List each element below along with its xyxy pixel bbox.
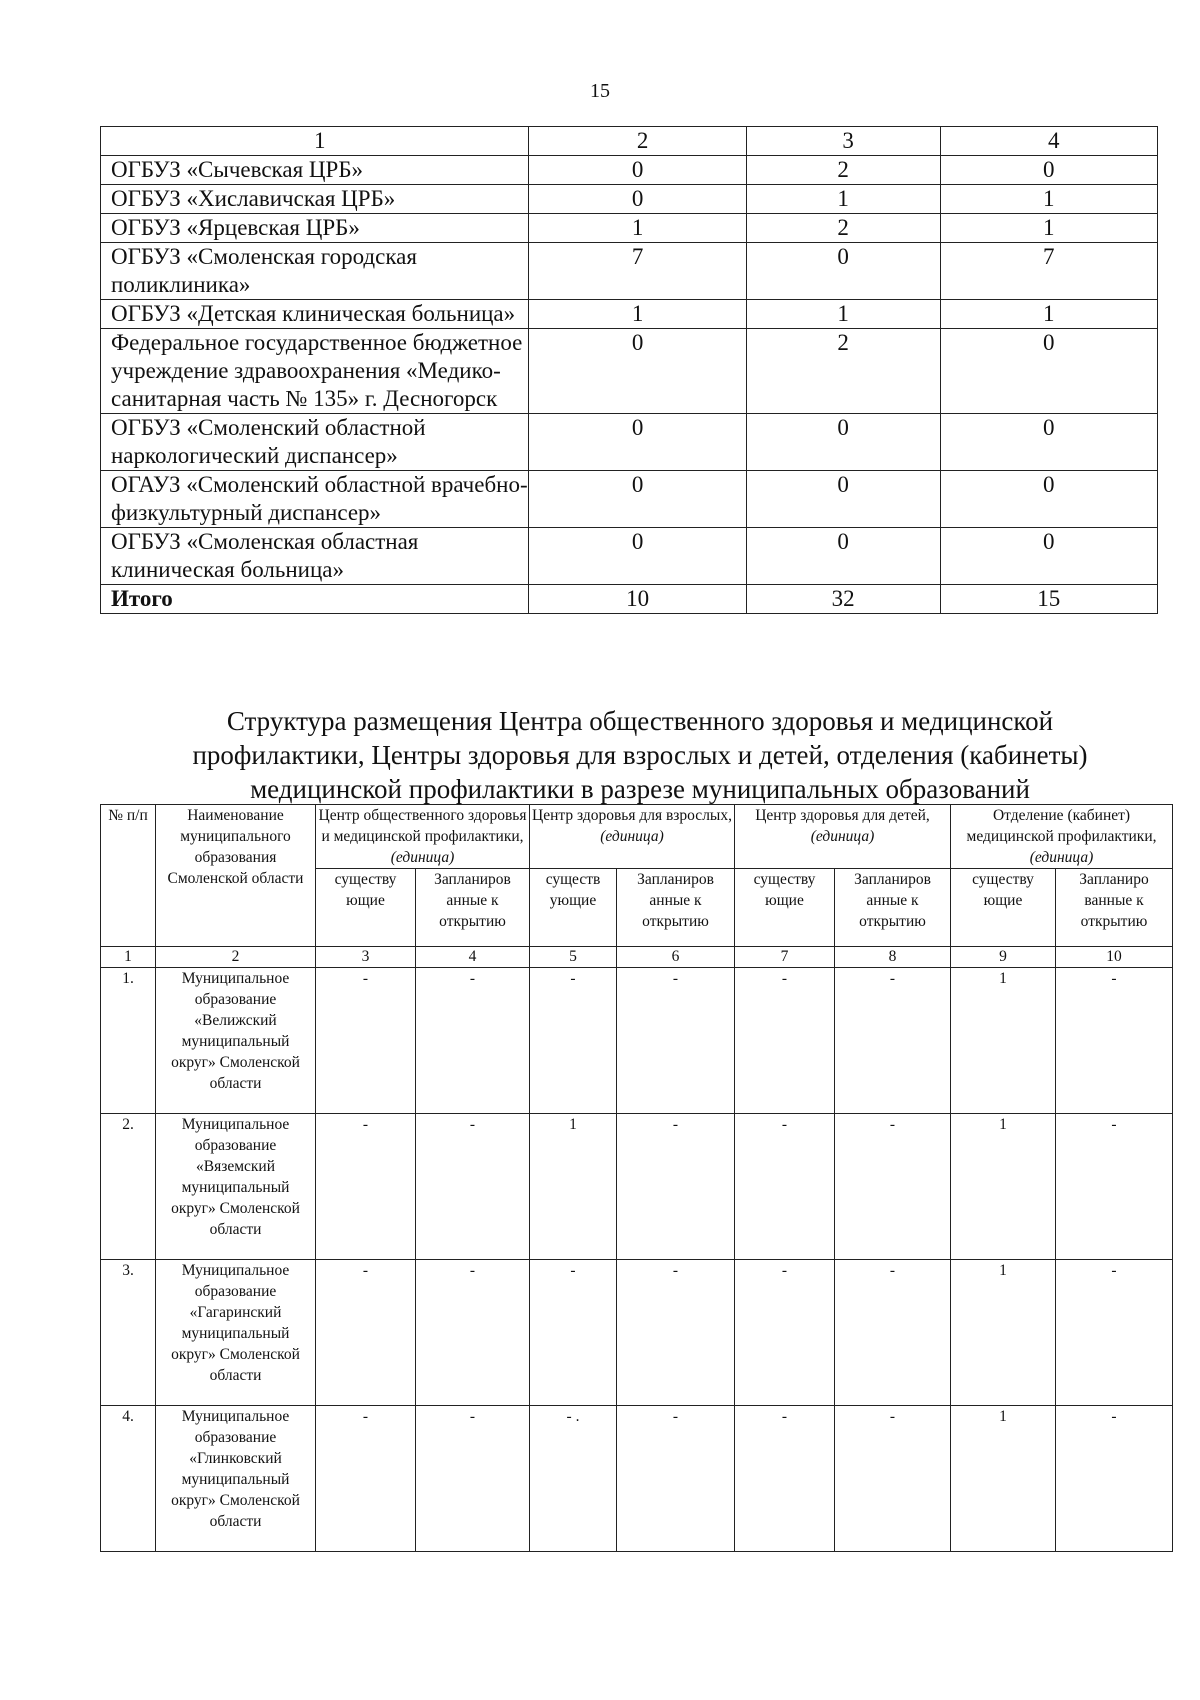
facility-name: Федеральное государственное бюджетное учреждение здравоохранения «Медико-санитарная часть № 135» г. Десногорск — [101, 329, 529, 414]
table-cell: 0 — [746, 243, 940, 300]
table-cell: - — [1056, 1260, 1173, 1406]
column-index: 4 — [416, 947, 530, 968]
page-number: 15 — [590, 80, 610, 102]
header-name: Наименование муниципального образования Смоленской области — [156, 805, 316, 947]
table-cell: - — [416, 968, 530, 1114]
column-index: 9 — [951, 947, 1056, 968]
table-cell: 1 — [529, 300, 746, 329]
table-cell: 1 — [940, 214, 1157, 243]
table-cell: - — [316, 1406, 416, 1552]
table-cell: 1 — [951, 968, 1056, 1114]
table-cell: 7 — [940, 243, 1157, 300]
table-cell: 7 — [529, 243, 746, 300]
table-cell: 1 — [529, 214, 746, 243]
table-cell: 1 — [951, 1260, 1056, 1406]
subheader-existing: существу ющие — [735, 869, 835, 947]
subheader-planned: Запланиров анные к открытию — [617, 869, 735, 947]
table-cell: - — [617, 1260, 735, 1406]
column-index: 8 — [835, 947, 951, 968]
table-cell: - — [835, 1406, 951, 1552]
header-center-public-health — [316, 805, 530, 869]
column-header: 3 — [746, 127, 940, 156]
table-cell: 0 — [940, 528, 1157, 585]
table-row — [101, 300, 1158, 329]
facility-name: ОГБУЗ «Смоленский областной наркологический диспансер» — [101, 414, 529, 471]
header-department — [951, 805, 1173, 869]
column-index: 3 — [316, 947, 416, 968]
table-cell: - — [835, 1260, 951, 1406]
header-text: Центр общественного здоровья и медицинской профилактики, — [318, 807, 527, 845]
table-row — [101, 471, 1158, 528]
header-text: Центр здоровья для детей, — [755, 807, 930, 824]
table-cell: 0 — [746, 471, 940, 528]
table-cell: - . — [530, 1406, 617, 1552]
column-index: 2 — [156, 947, 316, 968]
table-cell: - — [530, 968, 617, 1114]
table-cell: 0 — [746, 414, 940, 471]
table-cell: 1 — [940, 185, 1157, 214]
header-text: Отделение (кабинет) медицинской профилактики, — [966, 807, 1157, 845]
header-unit: (единица) — [600, 828, 664, 845]
table-row — [101, 414, 1158, 471]
structure-header-row — [101, 805, 1173, 869]
table-row — [101, 1260, 1173, 1406]
facility-name: ОГБУЗ «Детская клиническая больница» — [101, 300, 529, 329]
table-cell: - — [316, 1260, 416, 1406]
table-cell: - — [617, 1406, 735, 1552]
table-cell: 0 — [746, 528, 940, 585]
table-cell: - — [735, 1406, 835, 1552]
row-number: 1. — [101, 968, 156, 1114]
subheader-existing: существу ющие — [316, 869, 416, 947]
column-header: 4 — [940, 127, 1157, 156]
table-cell: - — [416, 1114, 530, 1260]
table-cell: 1 — [746, 185, 940, 214]
table-cell: 2 — [746, 156, 940, 185]
table-cell: 1 — [951, 1114, 1056, 1260]
table-cell: - — [1056, 1406, 1173, 1552]
column-index: 7 — [735, 947, 835, 968]
table-cell: 0 — [940, 156, 1157, 185]
table-row — [101, 156, 1158, 185]
table-row — [101, 243, 1158, 300]
table-cell: - — [835, 968, 951, 1114]
table-row — [101, 528, 1158, 585]
table-cell: - — [530, 1260, 617, 1406]
table-row — [101, 185, 1158, 214]
table-cell: 2 — [746, 329, 940, 414]
subheader-planned: Запланиро ванные к открытию — [1056, 869, 1173, 947]
table-cell: 1 — [940, 300, 1157, 329]
table-cell: - — [1056, 968, 1173, 1114]
facilities-table — [100, 126, 1158, 614]
facilities-header-row — [101, 127, 1158, 156]
table-row — [101, 1114, 1173, 1260]
header-unit: (единица) — [1029, 849, 1094, 866]
total-cell: 32 — [746, 585, 940, 614]
total-cell: 10 — [529, 585, 746, 614]
total-row — [101, 585, 1158, 614]
facility-name: ОГАУЗ «Смоленский областной врачебно-физкультурный диспансер» — [101, 471, 529, 528]
header-unit: (единица) — [390, 849, 455, 866]
table-cell: 0 — [940, 471, 1157, 528]
table-row — [101, 1406, 1173, 1552]
table-row — [101, 968, 1173, 1114]
table-cell: - — [416, 1406, 530, 1552]
header-child-center — [735, 805, 951, 869]
subheader-existing: существ ующие — [530, 869, 617, 947]
municipality-name: Муниципальное образование «Вяземский муниципальный округ» Смоленской области — [156, 1114, 316, 1260]
facility-name: ОГБУЗ «Смоленская городская поликлиника» — [101, 243, 529, 300]
column-header: 2 — [529, 127, 746, 156]
header-text: Центр здоровья для взрослых, — [532, 807, 732, 824]
row-number: 4. — [101, 1406, 156, 1552]
table-cell: 0 — [529, 471, 746, 528]
row-number: 3. — [101, 1260, 156, 1406]
facility-name: ОГБУЗ «Сычевская ЦРБ» — [101, 156, 529, 185]
table-cell: - — [617, 968, 735, 1114]
column-index-row — [101, 947, 1173, 968]
table-cell: 0 — [940, 414, 1157, 471]
subheader-planned: Запланиров анные к открытию — [835, 869, 951, 947]
table-cell: - — [316, 1114, 416, 1260]
subheader-existing: существу ющие — [951, 869, 1056, 947]
table-cell: 0 — [529, 528, 746, 585]
table-cell: - — [735, 1114, 835, 1260]
header-num: № п/п — [101, 805, 156, 947]
column-index: 5 — [530, 947, 617, 968]
facility-name: ОГБУЗ «Смоленская областная клиническая больница» — [101, 528, 529, 585]
table-cell: 0 — [529, 329, 746, 414]
column-index: 1 — [101, 947, 156, 968]
column-header: 1 — [101, 127, 529, 156]
subheader-planned: Запланиров анные к открытию — [416, 869, 530, 947]
table-cell: 0 — [940, 329, 1157, 414]
total-cell: 15 — [940, 585, 1157, 614]
table-row — [101, 214, 1158, 243]
table-cell: 1 — [746, 300, 940, 329]
total-label: Итого — [101, 585, 529, 614]
municipality-name: Муниципальное образование «Глинковский муниципальный округ» Смоленской области — [156, 1406, 316, 1552]
table-cell: 0 — [529, 185, 746, 214]
column-index: 6 — [617, 947, 735, 968]
structure-table — [100, 804, 1173, 1552]
municipality-name: Муниципальное образование «Гагаринский муниципальный округ» Смоленской области — [156, 1260, 316, 1406]
table-cell: - — [316, 968, 416, 1114]
header-unit: (единица) — [810, 828, 875, 845]
table-cell: 0 — [529, 156, 746, 185]
table-cell: 0 — [529, 414, 746, 471]
facility-name: ОГБУЗ «Ярцевская ЦРБ» — [101, 214, 529, 243]
section-title: Структура размещения Центра общественного здоровья и медицинской профилактики, Центры здоровья для взрослых и детей, отделения (кабинеты) медицинской профилактики в разрезе муниципальных образований — [192, 706, 1088, 804]
table-cell: 1 — [951, 1406, 1056, 1552]
municipality-name: Муниципальное образование «Велижский муниципальный округ» Смоленской области — [156, 968, 316, 1114]
row-number: 2. — [101, 1114, 156, 1260]
table-cell: - — [835, 1114, 951, 1260]
table-cell: - — [735, 968, 835, 1114]
table-row — [101, 329, 1158, 414]
table-cell: - — [617, 1114, 735, 1260]
table-cell: - — [1056, 1114, 1173, 1260]
facility-name: ОГБУЗ «Хиславичская ЦРБ» — [101, 185, 529, 214]
table-cell: 1 — [530, 1114, 617, 1260]
column-index: 10 — [1056, 947, 1173, 968]
header-adult-center — [530, 805, 735, 869]
table-cell: - — [735, 1260, 835, 1406]
table-cell: 2 — [746, 214, 940, 243]
table-cell: - — [416, 1260, 530, 1406]
